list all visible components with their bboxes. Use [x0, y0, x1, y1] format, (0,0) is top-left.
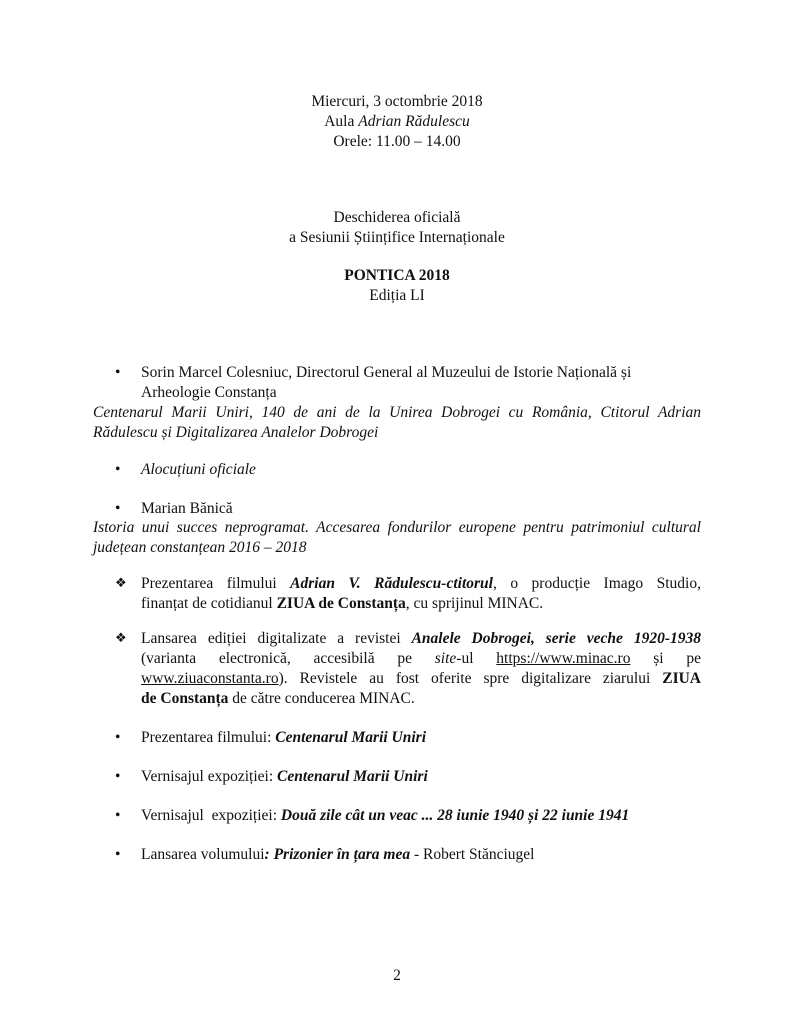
exhibit-2-text: Vernisajul expoziției: Două zile cât un veac ... 28 iunie 1940 și 22 iunie 1941 [141, 807, 630, 824]
opening-heading [0, 208, 794, 248]
list-item-speaker-2 [115, 499, 701, 519]
bullet-icon: • [115, 364, 121, 381]
diamond-bullet-icon: ❖ [115, 631, 127, 646]
list-item-film-1 [115, 574, 701, 614]
launch-text: Lansarea ediției digitalizate a revistei Analele Dobrogei, serie veche 1920-1938 (varianta electronică, accesibilă pe site-ul https://www.minac.ro și pe www.ziuaconstanta.ro). Revistele au fost oferite spre digitalizare ziarului ZIUA de Constanța de către conducerea MINAC. [141, 630, 701, 707]
ziuaconstanta-link[interactable]: www.ziuaconstanta.ro [141, 670, 279, 687]
book-text: Lansarea volumului: Prizonier în țara mea - Robert Stănciugel [141, 846, 535, 863]
bullet-icon: • [115, 768, 121, 785]
diamond-bullet-icon: ❖ [115, 576, 127, 591]
bullet-icon: • [115, 846, 121, 863]
opening-line-2: a Sesiunii Științifice Internaționale [289, 229, 505, 246]
opening-line-1: Deschiderea oficială [333, 209, 461, 226]
speaker-1-talk: Centenarul Marii Uniri, 140 de ani de la Unirea Dobrogei cu România, Ctitorul Adrian Rădulescu și Digitalizarea Analelor Dobrogei [93, 404, 701, 441]
list-item-speeches [115, 460, 701, 480]
bullet-icon: • [115, 461, 121, 478]
list-item-exhibit-2 [115, 806, 701, 826]
list-item-book [115, 845, 701, 865]
list-item-launch [115, 629, 701, 709]
list-item-exhibit-1 [115, 767, 701, 787]
event-hours: Orele: 11.00 – 14.00 [333, 133, 461, 150]
list-item-speaker-1 [115, 363, 701, 403]
page-number: 2 [393, 967, 401, 984]
minac-link[interactable]: https://www.minac.ro [496, 650, 631, 667]
list-item-film-2 [115, 728, 701, 748]
event-date: Miercuri, 3 octombrie 2018 [311, 93, 483, 110]
speeches-text: Alocuțiuni oficiale [141, 461, 256, 478]
exhibit-1-text: Vernisajul expoziției: Centenarul Marii Uniri [141, 768, 428, 785]
film-1-text: Prezentarea filmului Adrian V. Rădulescu-ctitorul, o producție Imago Studio, finanțat de cotidianul ZIUA de Constanța, cu sprijinul MINAC. [141, 575, 701, 612]
speaker-2-talk: Istoria unui succes neprogramat. Accesarea fondurilor europene pentru patrimoniul cultural județean constanțean 2016 – 2018 [93, 519, 701, 556]
room-name: Adrian Rădulescu [358, 113, 470, 130]
event-edition: Ediția LI [369, 287, 425, 304]
speaker-2-name: Marian Bănică [141, 500, 233, 517]
event-header [0, 92, 794, 152]
film-2-text: Prezentarea filmului: Centenarul Marii Uniri [141, 729, 427, 746]
event-title: PONTICA 2018 [344, 267, 450, 284]
event-room: Aula Adrian Rădulescu [324, 113, 470, 130]
bullet-icon: • [115, 729, 121, 746]
bullet-icon: • [115, 807, 121, 824]
bullet-icon: • [115, 500, 121, 517]
event-title-block [0, 266, 794, 306]
speaker-1-name: Sorin Marcel Colesniuc, Directorul General al Muzeului de Istorie Națională și Arheologie Constanța [141, 364, 632, 401]
